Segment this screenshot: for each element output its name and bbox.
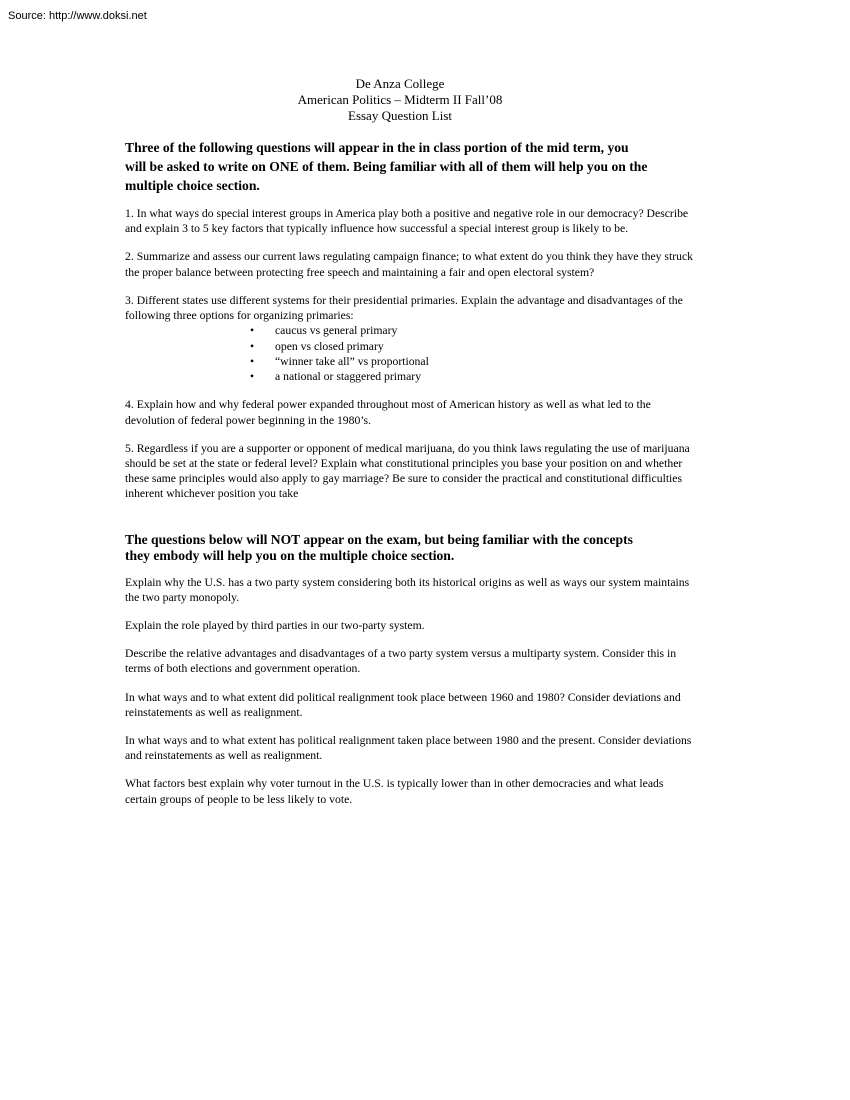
list-item: • open vs closed primary [250, 339, 695, 354]
document-header [0, 76, 800, 124]
question-2 [125, 249, 695, 279]
non-exam-instructions: The questions below will NOT appear on the exam, but being familiar with the concepts they embody will help you on the multiple choice section. [125, 531, 633, 564]
list-item: • caucus vs general primary [250, 323, 695, 338]
source-url: Source: http://www.doksi.net [8, 10, 147, 22]
question-text: 5. Regardless if you are a supporter or opponent of medical marijuana, do you think laws regulating the use of marijuana should be set at the state or federal level? Explain what constitutional principles you base your position on and whether these same principles would also apply to gay marriage? Be sure to consider the practical and constitutional difficulties inherent whichever position you take [125, 441, 690, 501]
exam-instructions: Three of the following questions will appear in the in class portion of the mid term, you will be asked to write on ONE of them. Being familiar with all of them will help you on the multiple choice section. [125, 140, 648, 193]
question-text: In what ways and to what extent has political realignment taken place between 1980 and the present. Consider deviations and reinstatements as well as realignment. [125, 734, 692, 763]
question-text: 4. Explain how and why federal power expanded throughout most of American history as well as what led to the devolution of federal power beginning in the 1980’s. [125, 398, 651, 427]
other-question-5 [125, 733, 695, 763]
other-question-2 [125, 618, 695, 633]
question-3 [125, 293, 695, 385]
question-text: Explain the role played by third parties in our two-party system. [125, 619, 425, 633]
other-question-6 [125, 776, 695, 806]
other-question-1 [125, 575, 695, 605]
question-4 [125, 397, 695, 427]
list-title: Essay Question List [348, 108, 452, 123]
question-text: What factors best explain why voter turnout in the U.S. is typically lower than in other democracies and what leads certain groups of people to be less likely to vote. [125, 777, 664, 806]
question-text: Describe the relative advantages and disadvantages of a two party system versus a multiparty system. Consider this in terms of both elections and government operation. [125, 647, 677, 676]
question-text: 2. Summarize and assess our current laws regulating campaign finance; to what extent do you think they have they struck the proper balance between protecting free speech and maintaining a fair and open electoral system? [125, 250, 693, 279]
other-question-4 [125, 690, 695, 720]
question-text: In what ways and to what extent did political realignment took place between 1960 and 1980? Consider deviations and reinstatements as well as realignment. [125, 690, 681, 719]
list-item: • “winner take all” vs proportional [250, 354, 695, 369]
question-text: 3. Different states use different systems for their presidential primaries. Explain the advantage and disadvantages of the following three options for organizing primaries: [125, 293, 683, 323]
document-body [125, 138, 695, 820]
other-question-3 [125, 646, 695, 676]
question-text: 1. In what ways do special interest groups in America play both a positive and negative role in our democracy? Describe and explain 3 to 5 key factors that typically influence how successful a special interest group is likely to be. [125, 207, 689, 236]
college-name: De Anza College [355, 76, 445, 91]
question-5 [125, 441, 695, 502]
primary-options-list [125, 323, 695, 384]
question-text: Explain why the U.S. has a two party system considering both its historical origins as well as ways our system maintains the two party monopoly. [125, 575, 690, 604]
course-title: American Politics – Midterm II Fall’08 [297, 92, 503, 107]
list-item: • a national or staggered primary [250, 369, 695, 384]
question-1 [125, 206, 695, 236]
